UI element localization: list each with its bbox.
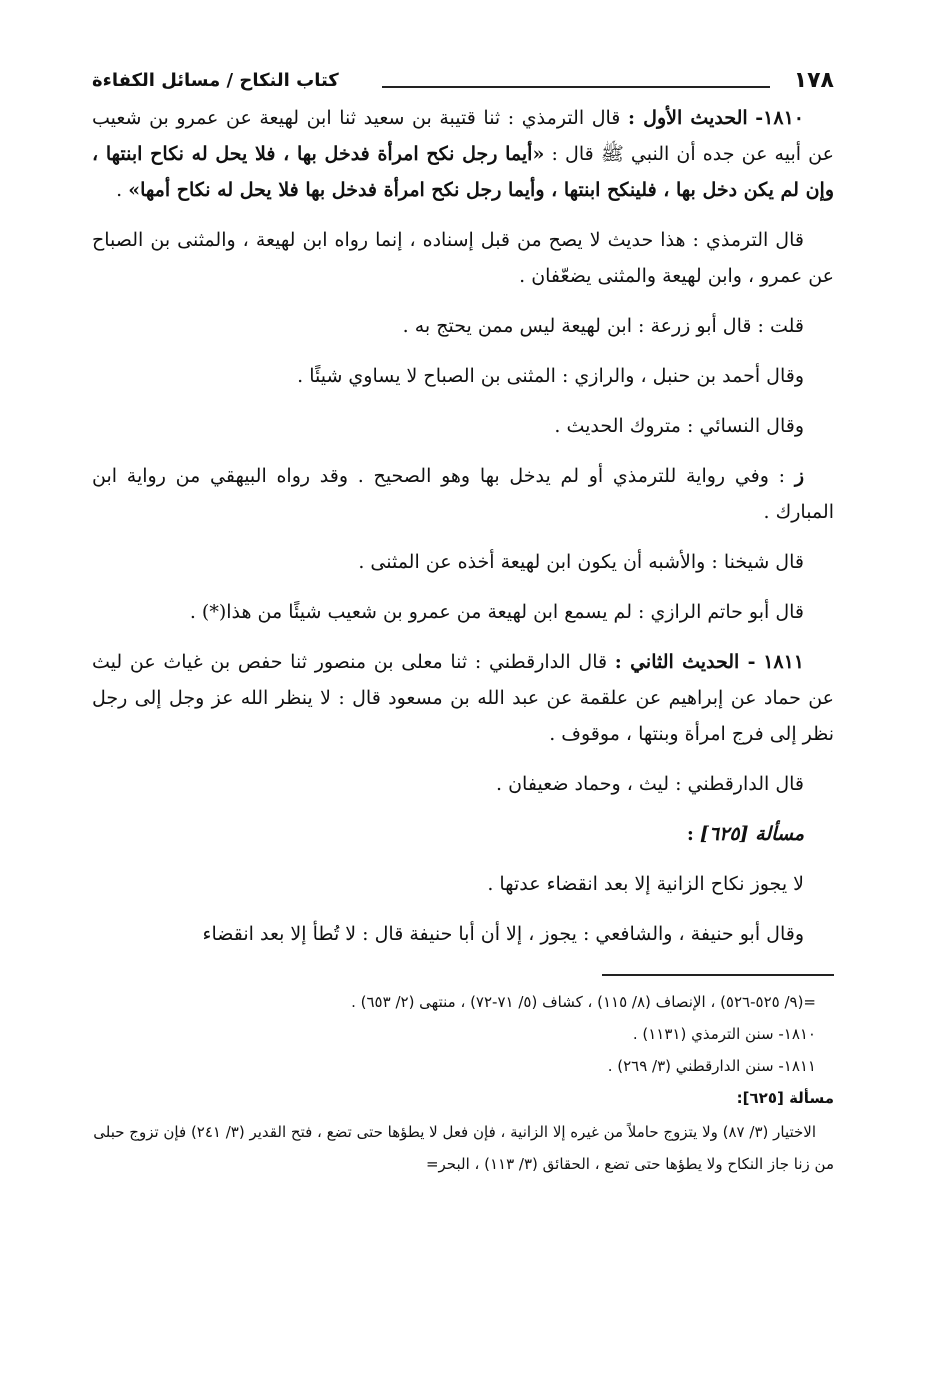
abu-hatim-comment: قال أبو حاتم الرازي : لم يسمع ابن لهيعة من عمرو بن شعيب شيئًا من هذا(*) .	[189, 601, 804, 623]
ahmad-razi-comment: وقال أحمد بن حنبل ، والرازي : المثنى بن الصباح لا يساوي شيئًا .	[297, 365, 804, 387]
hadith-isnad: قال الترمذي : ثنا قتيبة بن سعيد ثنا ابن لهيعة عن عمرو بن شعيب عن أبيه عن جده أن النبي ﷺ قال :	[92, 107, 834, 165]
hanafi-shafii-opinion: وقال أبو حنيفة ، والشافعي : يجوز ، إلا أن أبا حنيفة قال : لا تُطأ إلا بعد انقضاء	[202, 923, 804, 945]
hadith-end: .	[116, 179, 123, 201]
running-title: كتاب النكاح / مسائل الكفاءة	[92, 70, 339, 91]
book-page	[92, 62, 834, 1352]
masala-ruling: لا يجوز نكاح الزانية إلا بعد انقضاء عدتها .	[487, 873, 804, 895]
zay-note	[92, 458, 834, 530]
hadith-number: ١٨١١	[763, 651, 805, 673]
hadith-heading: الحديث الأول :	[627, 107, 748, 129]
hadith-1811	[92, 644, 834, 752]
footnote-masala-title: مسألة [٦٢٥]:	[736, 1089, 834, 1107]
hadith-heading: - الحديث الثاني :	[614, 651, 756, 673]
shaykh-comment: قال شيخنا : والأشبه أن يكون ابن لهيعة أخذه عن المثنى .	[358, 551, 804, 573]
hadith-text: قال الدارقطني : ثنا معلى بن منصور ثنا حفص بن غياث عن ليث عن حماد عن إبراهيم عن علقمة عن عبد الله بن مسعود قال : لا ينظر الله عز وجل إلى رجل نظر إلى فرج امرأة وبنتها ، موقوف .	[92, 651, 834, 745]
masala-heading	[92, 816, 834, 852]
page-number: ١٧٨	[793, 68, 834, 93]
hadith-1810	[92, 100, 834, 208]
abu-zura-comment: قلت : قال أبو زرعة : ابن لهيعة ليس ممن يحتج به .	[402, 315, 804, 337]
masala-title: مسألة [٦٢٥]	[699, 823, 804, 845]
footnote-separator	[602, 974, 834, 976]
hadith-number: ١٨١٠-	[755, 107, 804, 129]
hadith-matn: «أيما رجل نكح امرأة فدخل بها ، فلا يحل له نكاح ابنتها ، وإن لم يكن دخل بها ، فلينكح ابنتها ، وأيما رجل نكح امرأة فدخل بها فلا يحل له نكاح أمها»	[92, 143, 834, 201]
footnote-1810: ١٨١٠- سنن الترمذي (١١٣١) .	[632, 1025, 816, 1043]
main-text	[92, 100, 834, 952]
zay-mark: ز	[794, 465, 804, 487]
footnotes	[92, 986, 834, 1180]
header-rule	[382, 86, 770, 88]
footnote-continuation: =(٩/ ٥٢٥-٥٢٦) ، الإنصاف (٨/ ١١٥) ، كشاف (٥/ ٧١-٧٢) ، منتهى (٢/ ٦٥٣) .	[351, 993, 816, 1011]
tirmidhi-comment: قال الترمذي : هذا حديث لا يصح من قبل إسناده ، إنما رواه ابن لهيعة ، والمثنى بن الصباح عن عمرو ، وابن لهيعة والمثنى يضعّفان .	[92, 229, 834, 287]
nasai-comment: وقال النسائي : متروك الحديث .	[554, 415, 804, 437]
daraqutni-comment: قال الدارقطني : ليث ، وحماد ضعيفان .	[496, 773, 804, 795]
footnote-1811: ١٨١١- سنن الدارقطني (٣/ ٢٦٩) .	[607, 1057, 816, 1075]
masala-colon: :	[686, 823, 694, 845]
zay-note-text: : وفي رواية للترمذي أو لم يدخل بها وهو الصحيح . وقد رواه البيهقي من رواية ابن المبارك .	[92, 465, 834, 523]
page-header	[92, 62, 834, 100]
footnote-masala-sources: الاختيار (٣/ ٨٧) ولا يتزوج حاملاً من غيره إلا الزانية ، فإن فعل لا يطؤها حتى تضع ، فتح القدير (٣/ ٢٤١) فإن تزوج حبلى من زنا جاز النكاح ولا يطؤها حتى تضع ، الحقائق (٣/ ١١٣) ، البحر=	[93, 1123, 834, 1173]
